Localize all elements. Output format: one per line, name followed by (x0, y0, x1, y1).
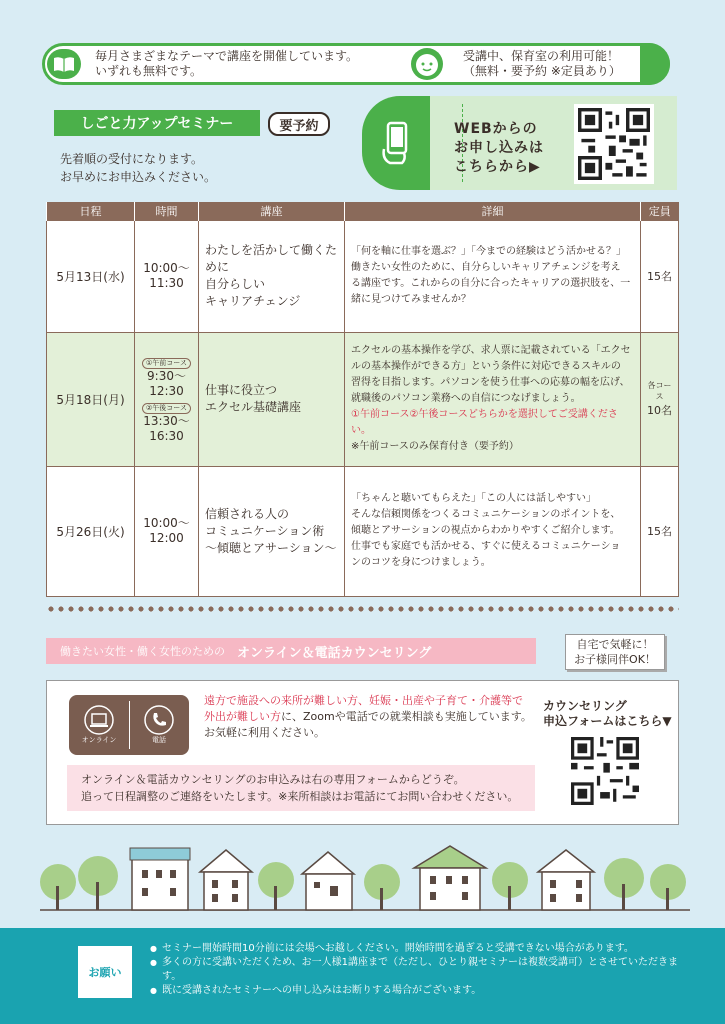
header-date: 日程 (47, 202, 135, 220)
table-row (47, 466, 679, 596)
row-course: 仕事に役立つ エクセル基礎講座 (199, 332, 345, 466)
banner-right-text: 受講中、保育室の利用可能！ （無料・要予約 ※定員あり） (463, 49, 621, 78)
row-detail: 「ちゃんと聴いてもらえた」「この人には話しやすい」 そんな信頼関係をつくるコミュニケーションのポイントを、 傾聴とアサーションの視点からわかりやすくご紹介します。 仕事でも家庭でも活かせる、すぐに使えるコミュニケーショ ンのコツを身につけましょう。 (345, 466, 641, 596)
reservation-badge: 要予約 (268, 112, 330, 136)
row-time: 10:00〜 12:00 (135, 466, 199, 596)
house-icon (302, 852, 354, 910)
header-detail: 詳細 (345, 202, 641, 220)
tree-icon (364, 864, 400, 910)
counseling-box (46, 680, 679, 825)
tree-icon (258, 862, 294, 910)
banner-left-text: 毎月さまざまなテーマで講座を開催しています。 いずれも無料です。 (95, 49, 359, 78)
row-time: ①午前コース 9:30〜 12:30 ②午後コース 13:30〜 16:30 (135, 332, 199, 466)
houses-and-trees-illustration (0, 838, 725, 928)
list-item: ● 多くの方に受講いただくため、お一人様1講座まで（ただし、ひとり親セミナーは複数受講可）とさせていただきます。 (150, 956, 690, 984)
home-note-box: 自宅で気軽に！ お子様同伴OK！ (565, 634, 665, 670)
smartphone-hand-icon (362, 96, 430, 190)
row-course: わたしを活かして働くために 自分らしい キャリアチェンジ (199, 220, 345, 332)
counseling-icons (69, 695, 189, 755)
web-application-text: WEBからの お申し込みは こちらから▶ (454, 121, 544, 175)
row-date: 5月26日(火) (47, 466, 135, 596)
house-icon (538, 850, 594, 910)
header-capacity: 定員 (641, 202, 679, 220)
house-icon (130, 848, 190, 910)
baby-face-icon (411, 48, 443, 80)
house-icon (414, 846, 486, 910)
seminar-title: しごと力アップセミナー (54, 110, 260, 136)
counseling-qr-code[interactable] (569, 735, 641, 807)
am-course-tag: ①午前コース (142, 358, 191, 369)
pm-course-tag: ②午後コース (142, 403, 191, 414)
row-date: 5月18日(月) (47, 332, 135, 466)
row-capacity: 15名 (641, 466, 679, 596)
table-row (47, 220, 679, 332)
row-time: 10:00〜 11:30 (135, 220, 199, 332)
top-banner (42, 43, 670, 85)
row-detail: 「何を軸に仕事を選ぶ？」「今までの経験はどう活かせる？」 働きたい女性のために、自分らしいキャリアチェンジを考え る講座です。これからの自分に合ったキャリアの選択肢を、一 緒に見つけてみませんか？ (345, 220, 641, 332)
tree-icon (604, 858, 686, 910)
seminar-schedule-table (46, 202, 679, 597)
house-icon (200, 850, 252, 910)
tree-icon (492, 862, 528, 910)
book-icon (47, 49, 81, 79)
seminar-note: 先着順の受付になります。 お早めにお申込みください。 (60, 152, 217, 184)
list-item: ● セミナー開始時間10分前には会場へお越しください。開始時間を過ぎると受講できない場合があります。 (150, 942, 690, 956)
table-row (47, 332, 679, 466)
tree-icon (40, 856, 118, 910)
row-course: 信頼される人の コミュニケーション術 〜傾聴とアサーション〜 (199, 466, 345, 596)
counseling-form-label: カウンセリング 申込フォームはこちら▼ (543, 699, 672, 728)
counseling-title-bar (46, 638, 536, 664)
online-icon: オンライン (69, 695, 129, 755)
row-date: 5月13日(水) (47, 220, 135, 332)
web-application-box[interactable] (362, 96, 677, 190)
row-capacity: 15名 (641, 220, 679, 332)
row-detail: エクセルの基本操作を学び、求人票に記載されている「エクセ ルの基本操作ができる方」という条件に対応できるスキルの 習得を目指します。パソコンを使う仕事への応募の幅を広げ、 就職後のパソコン業務への自信につなげましょう。 ①午前コース②午後コースどちらかを選択してご受講ください。 ※午前コースのみ保育付き（要予約） (345, 332, 641, 466)
counseling-subtitle: 働きたい女性・働く女性のための (60, 645, 225, 658)
phone-icon: 電話 (129, 695, 189, 755)
row-capacity: 各コース 10名 (641, 332, 679, 466)
seminar-qr-code[interactable] (574, 104, 654, 184)
counseling-description: 遠方で施設への来所が難しい方、妊娠・出産や子育て・介護等で 外出が難しい方に、Zoomや電話での就業相談も実施しています。 お気軽に利用ください。 (204, 694, 532, 739)
list-item: ● 既に受講されたセミナーへの申し込みはお断りする場合がございます。 (150, 984, 690, 998)
table-header-row (47, 202, 679, 220)
banner-cap (640, 43, 670, 85)
dotted-divider (46, 605, 679, 613)
request-list (150, 942, 690, 998)
header-course: 講座 (199, 202, 345, 220)
header-time: 時間 (135, 202, 199, 220)
request-label: お願い (78, 946, 132, 998)
counseling-title: オンライン＆電話カウンセリング (237, 645, 432, 661)
counseling-apply-note: オンライン＆電話カウンセリングのお申込みは右の専用フォームからどうぞ。 追って日程調整のご連絡をいたします。※来所相談はお電話にてお問い合わせください。 (67, 765, 535, 811)
